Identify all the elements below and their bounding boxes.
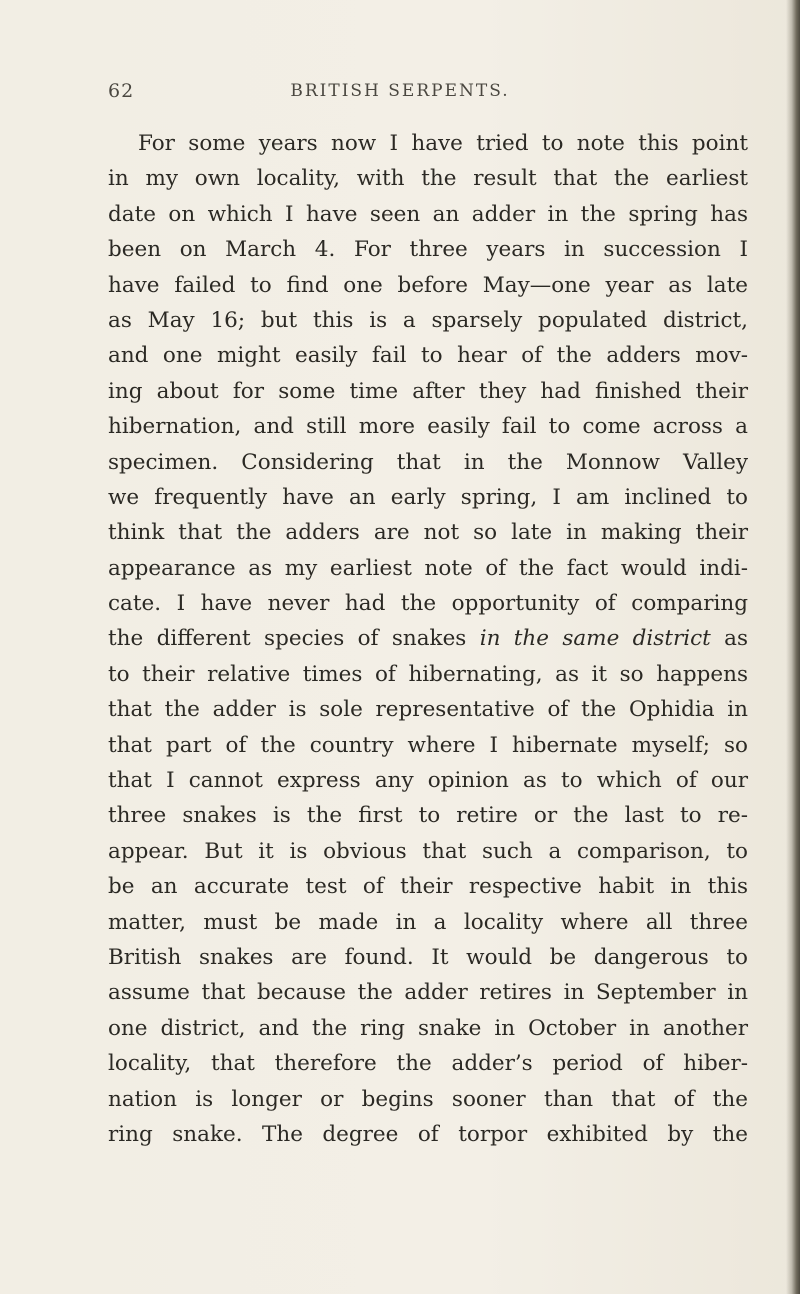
- text-line-23: matter, must be made in a locality where all three: [108, 909, 748, 935]
- text-line-10: specimen. Considering that in the Monnow Valley: [108, 449, 748, 475]
- text-line-7: and one might easily fail to hear of the adders mov-: [108, 343, 748, 369]
- text-line-27: locality, that therefore the adder’s period of hiber-: [108, 1051, 748, 1077]
- text-line-19: that I cannot express any opinion as to which of our: [108, 768, 748, 794]
- text-line-21: appear. But it is obvious that such a comparison, to: [108, 838, 748, 864]
- running-head: [0, 80, 800, 110]
- text-line-6: as May 16; but this is a sparsely populated district,: [108, 307, 748, 333]
- text-line-17: that the adder is sole representative of the Ophidia in: [108, 697, 748, 723]
- text-line-8: ing about for some time after they had finished their: [108, 378, 748, 404]
- text-line-26: one district, and the ring snake in October in another: [108, 1015, 748, 1041]
- text-line-4: been on March 4. For three years in succession I: [108, 237, 748, 263]
- text-line-14: cate. I have never had the opportunity of comparing: [108, 591, 748, 617]
- text-line-3: date on which I have seen an adder in the spring has: [108, 201, 748, 227]
- italic-phrase: in the same district: [479, 626, 711, 652]
- text-line-15: [108, 621, 748, 656]
- text-line-1: For some years now I have tried to note this point: [138, 131, 748, 156]
- text-line-9: hibernation, and still more easily fail to come across a: [108, 414, 748, 440]
- text-line-13: appearance as my earliest note of the fact would indi-: [108, 555, 748, 581]
- text-line-5: have failed to find one before May—one year as late: [108, 272, 748, 298]
- text-line-22: be an accurate test of their respective habit in this: [108, 874, 748, 900]
- text-line-16: to their relative times of hibernating, as it so happens: [108, 661, 748, 687]
- text-line-11: we frequently have an early spring, I am inclined to: [108, 484, 748, 510]
- text-line-29: ring snake. The degree of torpor exhibited by the: [108, 1121, 748, 1147]
- text-line-25: assume that because the adder retires in September in: [108, 980, 748, 1006]
- page-edge-shadow: [786, 0, 800, 1294]
- text-line-15-end: as: [710, 626, 749, 652]
- text-line-24: British snakes are found. It would be dangerous to: [108, 944, 748, 970]
- text-line-2: in my own locality, with the result that the earliest: [108, 166, 748, 192]
- text-line-18: that part of the country where I hibernate myself; so: [108, 732, 748, 758]
- page-number: 62: [108, 80, 135, 102]
- body-text: [108, 126, 748, 1152]
- text-line-20: three snakes is the first to retire or the last to re-: [108, 803, 748, 829]
- text-line-15-start: the different species of snakes: [108, 626, 480, 652]
- running-title: BRITISH SERPENTS.: [290, 81, 510, 101]
- text-line-12: think that the adders are not so late in making their: [108, 520, 748, 546]
- text-line-28: nation is longer or begins sooner than that of the: [108, 1086, 748, 1112]
